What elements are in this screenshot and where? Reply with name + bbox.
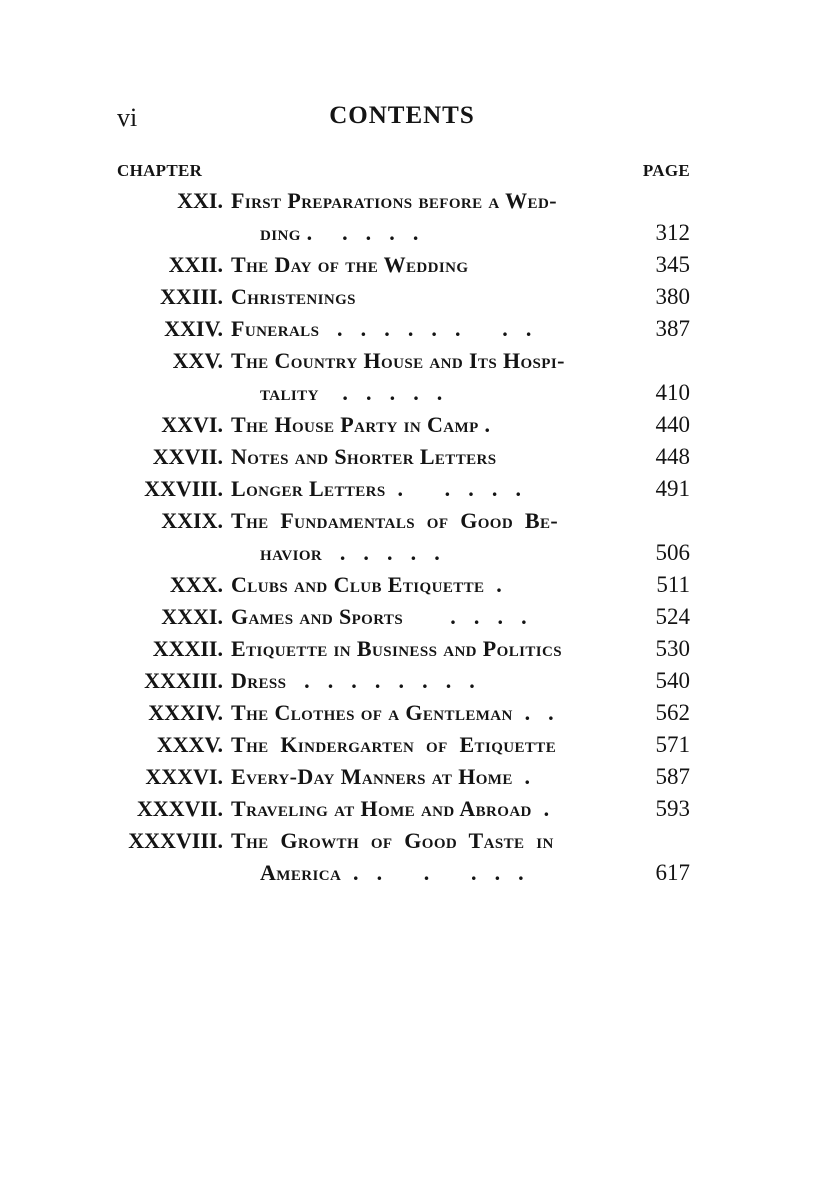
page-reference: 571: [655, 732, 690, 757]
chapter-title: havior . . . . .: [260, 540, 441, 565]
chapter-number: XXV.: [172, 348, 223, 373]
chapter-title: Clubs and Club Etiquette .: [231, 572, 503, 597]
toc-line: [0, 668, 840, 700]
chapter-number: XXVI.: [161, 412, 223, 437]
toc-line: [0, 636, 840, 668]
page-reference: 380: [655, 284, 690, 309]
chapter-title: tality . . . . .: [260, 380, 443, 405]
page-reference: 511: [656, 572, 690, 597]
page-reference: 593: [655, 796, 690, 821]
page-column-heading: PAGE: [642, 161, 690, 180]
toc-line: [0, 444, 840, 476]
chapter-number: XXXVII.: [136, 796, 223, 821]
chapter-title: The Fundamentals of Good Be-: [231, 508, 559, 533]
page-reference: 387: [655, 316, 690, 341]
toc-line: [0, 412, 840, 444]
chapter-number: XXX.: [169, 572, 223, 597]
page-title: [0, 102, 840, 130]
chapter-title: The Growth of Good Taste in: [231, 828, 554, 853]
chapter-title: Etiquette in Business and Politics: [231, 636, 562, 661]
toc-line: [0, 220, 840, 252]
toc-line: [0, 700, 840, 732]
toc-line: [0, 764, 840, 796]
chapter-title: The House Party in Camp .: [231, 412, 491, 437]
toc-line: [0, 476, 840, 508]
chapter-number: XXXVI.: [145, 764, 223, 789]
chapter-title: First Preparations before a Wed-: [231, 188, 557, 213]
chapter-number: XXXIV.: [148, 700, 223, 725]
page-reference: 345: [655, 252, 690, 277]
chapter-number: XXXII.: [152, 636, 223, 661]
chapter-title: Notes and Shorter Letters: [231, 444, 497, 469]
chapter-title: The Day of the Wedding: [231, 252, 469, 277]
toc-line: [0, 732, 840, 764]
chapter-number: XXXIII.: [144, 668, 223, 693]
chapter-number: XXVIII.: [144, 476, 223, 501]
page-reference: 410: [655, 380, 690, 405]
chapter-number: XXXV.: [156, 732, 223, 757]
page-reference: 440: [655, 412, 690, 437]
toc-line: [0, 348, 840, 380]
chapter-title: Traveling at Home and Abroad .: [231, 796, 550, 821]
chapter-number: XXXVIII.: [128, 828, 223, 853]
page-number: vi: [117, 103, 138, 132]
chapter-number: XXIII.: [160, 284, 223, 309]
chapter-title: Dress . . . . . . . .: [231, 668, 476, 693]
chapter-title: The Kindergarten of Etiquette: [231, 732, 557, 757]
chapter-title: Every-Day Manners at Home .: [231, 764, 531, 789]
toc-line: [0, 284, 840, 316]
toc-line: [0, 860, 840, 892]
toc-line: [0, 540, 840, 572]
chapter-title: Longer Letters . . . . .: [231, 476, 522, 501]
chapter-number: XXII.: [168, 252, 223, 277]
page-reference: 506: [655, 540, 690, 565]
toc-line: [0, 828, 840, 860]
chapter-title: America . . . . . .: [260, 860, 525, 885]
page-reference: 562: [655, 700, 690, 725]
page-reference: 524: [655, 604, 690, 629]
chapter-column-heading: CHAPTER: [117, 161, 203, 180]
chapter-number: XXXI.: [161, 604, 223, 629]
toc-line: [0, 316, 840, 348]
page-reference: 617: [655, 860, 690, 885]
page-reference: 540: [655, 668, 690, 693]
toc-line: [0, 508, 840, 540]
chapter-number: XXIV.: [164, 316, 223, 341]
toc-line: [0, 572, 840, 604]
page-reference: 448: [655, 444, 690, 469]
toc-line: [0, 252, 840, 284]
chapter-number: XXI.: [177, 188, 223, 213]
chapter-number: XXVII.: [152, 444, 223, 469]
chapter-title: The Clothes of a Gentleman . .: [231, 700, 555, 725]
chapter-title: Funerals . . . . . . . .: [231, 316, 532, 341]
toc-line: [0, 604, 840, 636]
page-reference: 530: [655, 636, 690, 661]
toc-line: [0, 188, 840, 220]
toc-line: [0, 380, 840, 412]
chapter-title: The Country House and Its Hospi-: [231, 348, 565, 373]
page-reference: 312: [655, 220, 690, 245]
toc-line: [0, 796, 840, 828]
page-reference: 587: [655, 764, 690, 789]
chapter-number: XXIX.: [161, 508, 223, 533]
page-title-text: CONTENTS: [329, 102, 475, 129]
chapter-title: ding . . . . .: [260, 220, 419, 245]
chapter-title: Games and Sports . . . .: [231, 604, 527, 629]
page-reference: 491: [655, 476, 690, 501]
chapter-title: Christenings: [231, 284, 356, 309]
